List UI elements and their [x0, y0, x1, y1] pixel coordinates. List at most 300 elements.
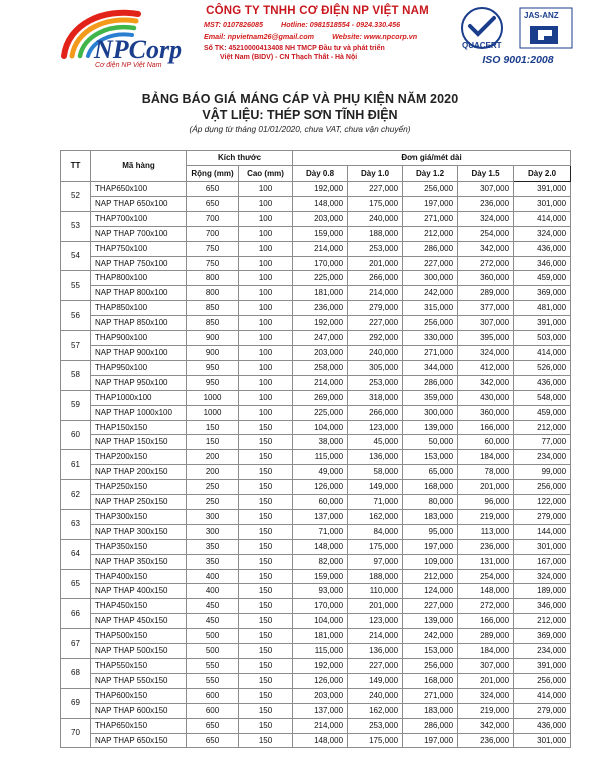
- cell-rong: 150: [187, 435, 239, 450]
- cell-price-1-2: 315,000: [403, 301, 458, 316]
- table-row: [61, 211, 571, 226]
- cell-price-0-8: 38,000: [293, 435, 348, 450]
- cell-price-2-0: 436,000: [514, 375, 571, 390]
- cell-price-2-0: 436,000: [514, 718, 571, 733]
- cell-price-1-5: 219,000: [458, 509, 514, 524]
- email-label: Email:: [204, 32, 226, 41]
- cell-price-2-0: 436,000: [514, 241, 571, 256]
- header-ma-hang: Mã hàng: [91, 151, 187, 182]
- cell-price-0-8: 192,000: [293, 316, 348, 331]
- price-table-header: [61, 151, 571, 182]
- cell-rong: 400: [187, 569, 239, 584]
- cell-price-1-2: 65,000: [403, 465, 458, 480]
- hotline-value: 0981518554 - 0924.330.456: [309, 20, 401, 29]
- cell-price-0-8: 225,000: [293, 271, 348, 286]
- cell-price-2-0: 391,000: [514, 659, 571, 674]
- cell-tt: 65: [61, 569, 91, 599]
- table-row: [61, 465, 571, 480]
- cell-cao: 100: [239, 226, 293, 241]
- cell-tt: 61: [61, 450, 91, 480]
- cell-price-2-0: 459,000: [514, 271, 571, 286]
- cell-cao: 150: [239, 703, 293, 718]
- cell-cao: 100: [239, 271, 293, 286]
- cell-price-2-0: 369,000: [514, 629, 571, 644]
- cell-tt: 58: [61, 360, 91, 390]
- cell-price-0-8: 137,000: [293, 703, 348, 718]
- cell-ma-hang: NAP THAP 550x150: [91, 673, 187, 688]
- cell-price-1-0: 201,000: [348, 599, 403, 614]
- cell-price-0-8: 126,000: [293, 673, 348, 688]
- table-row: [61, 673, 571, 688]
- cell-ma-hang: NAP THAP 350x150: [91, 554, 187, 569]
- cell-tt: 60: [61, 420, 91, 450]
- table-row: [61, 509, 571, 524]
- cell-rong: 300: [187, 509, 239, 524]
- table-row: [61, 182, 571, 197]
- cell-ma-hang: THAP1000x100: [91, 390, 187, 405]
- cell-price-1-0: 214,000: [348, 286, 403, 301]
- cell-price-0-8: 203,000: [293, 688, 348, 703]
- cell-ma-hang: THAP600x150: [91, 688, 187, 703]
- cell-price-1-5: 96,000: [458, 495, 514, 510]
- cell-ma-hang: THAP750x100: [91, 241, 187, 256]
- cell-price-1-0: 266,000: [348, 405, 403, 420]
- bank-account: [200, 44, 435, 62]
- cell-price-1-2: 80,000: [403, 495, 458, 510]
- cell-cao: 150: [239, 539, 293, 554]
- table-row: [61, 331, 571, 346]
- header-tt: TT: [61, 151, 91, 182]
- header-don-gia: Đơn giá/mét dài: [293, 151, 571, 166]
- cell-price-2-0: 414,000: [514, 345, 571, 360]
- cell-price-1-5: 272,000: [458, 599, 514, 614]
- cell-rong: 700: [187, 226, 239, 241]
- table-row: [61, 345, 571, 360]
- cell-price-1-0: 123,000: [348, 420, 403, 435]
- cell-price-1-5: 360,000: [458, 405, 514, 420]
- cell-cao: 100: [239, 256, 293, 271]
- cell-price-1-2: 242,000: [403, 286, 458, 301]
- table-row: [61, 703, 571, 718]
- cell-price-1-5: 342,000: [458, 375, 514, 390]
- cell-price-2-0: 548,000: [514, 390, 571, 405]
- cell-price-2-0: 301,000: [514, 539, 571, 554]
- cell-tt: 64: [61, 539, 91, 569]
- cell-rong: 200: [187, 465, 239, 480]
- cell-price-1-2: 271,000: [403, 688, 458, 703]
- cell-price-1-2: 256,000: [403, 659, 458, 674]
- cell-price-2-0: 503,000: [514, 331, 571, 346]
- cell-price-1-5: 324,000: [458, 688, 514, 703]
- cell-price-1-0: 305,000: [348, 360, 403, 375]
- cell-rong: 650: [187, 182, 239, 197]
- cell-rong: 600: [187, 688, 239, 703]
- cell-price-2-0: 279,000: [514, 703, 571, 718]
- quacert-text: QUACERT: [462, 41, 502, 50]
- cell-price-2-0: 212,000: [514, 420, 571, 435]
- cell-rong: 200: [187, 450, 239, 465]
- logo-wordmark: NPCorp: [94, 35, 183, 64]
- cell-price-1-2: 197,000: [403, 539, 458, 554]
- cell-price-1-0: 227,000: [348, 182, 403, 197]
- cell-tt: 67: [61, 629, 91, 659]
- cell-rong: 650: [187, 718, 239, 733]
- cell-price-1-5: 307,000: [458, 659, 514, 674]
- cell-price-1-2: 227,000: [403, 256, 458, 271]
- cell-rong: 400: [187, 584, 239, 599]
- cell-price-0-8: 214,000: [293, 241, 348, 256]
- header-day-2-0: Dày 2.0: [514, 166, 571, 182]
- cell-tt: 54: [61, 241, 91, 271]
- mst-label: MST:: [204, 20, 222, 29]
- cell-price-1-5: 289,000: [458, 286, 514, 301]
- table-row: [61, 569, 571, 584]
- cell-price-1-0: 71,000: [348, 495, 403, 510]
- cell-cao: 150: [239, 420, 293, 435]
- cell-price-1-0: 136,000: [348, 450, 403, 465]
- document-material: VẬT LIỆU: THÉP SƠN TĨNH ĐIỆN: [202, 108, 398, 122]
- cell-rong: 950: [187, 375, 239, 390]
- cell-ma-hang: THAP400x150: [91, 569, 187, 584]
- cell-price-2-0: 459,000: [514, 405, 571, 420]
- cell-rong: 800: [187, 286, 239, 301]
- cell-price-1-2: 256,000: [403, 316, 458, 331]
- cell-cao: 150: [239, 673, 293, 688]
- cell-price-1-0: 292,000: [348, 331, 403, 346]
- cell-price-2-0: 212,000: [514, 614, 571, 629]
- cell-price-1-2: 124,000: [403, 584, 458, 599]
- cell-rong: 900: [187, 345, 239, 360]
- cell-price-2-0: 99,000: [514, 465, 571, 480]
- cell-price-1-0: 240,000: [348, 688, 403, 703]
- cell-price-1-5: 430,000: [458, 390, 514, 405]
- cell-rong: 650: [187, 733, 239, 748]
- cell-price-1-2: 227,000: [403, 599, 458, 614]
- cell-tt: 56: [61, 301, 91, 331]
- cell-cao: 150: [239, 435, 293, 450]
- document-note: (Áp dụng từ tháng 01/01/2020, chưa VAT, chưa vận chuyển): [189, 124, 411, 134]
- table-row: [61, 584, 571, 599]
- bank-account-line-2: Việt Nam (BIDV) - CN Thạch Thất - Hà Nội: [220, 54, 358, 61]
- cell-price-1-0: 136,000: [348, 644, 403, 659]
- cell-ma-hang: NAP THAP 150x150: [91, 435, 187, 450]
- cell-rong: 850: [187, 316, 239, 331]
- cell-tt: 52: [61, 182, 91, 212]
- header-rong: Rộng (mm): [187, 166, 239, 182]
- cell-price-1-0: 253,000: [348, 718, 403, 733]
- cell-price-1-0: 266,000: [348, 271, 403, 286]
- cell-price-1-0: 175,000: [348, 196, 403, 211]
- table-row: [61, 718, 571, 733]
- cell-price-0-8: 192,000: [293, 182, 348, 197]
- cell-price-2-0: 167,000: [514, 554, 571, 569]
- cell-ma-hang: THAP450x150: [91, 599, 187, 614]
- cell-price-1-0: 240,000: [348, 345, 403, 360]
- cell-price-0-8: 225,000: [293, 405, 348, 420]
- cell-price-1-0: 175,000: [348, 539, 403, 554]
- logo-tagline: Cơ điện NP Việt Nam: [95, 62, 162, 69]
- cell-price-0-8: 71,000: [293, 524, 348, 539]
- cell-price-1-0: 227,000: [348, 659, 403, 674]
- cell-price-1-5: 184,000: [458, 450, 514, 465]
- cell-rong: 450: [187, 599, 239, 614]
- cell-rong: 900: [187, 331, 239, 346]
- cell-price-0-8: 170,000: [293, 599, 348, 614]
- cell-cao: 150: [239, 733, 293, 748]
- cell-price-1-0: 162,000: [348, 703, 403, 718]
- cell-ma-hang: NAP THAP 1000x100: [91, 405, 187, 420]
- cell-price-1-2: 183,000: [403, 509, 458, 524]
- table-row: [61, 539, 571, 554]
- table-row: [61, 360, 571, 375]
- table-row: [61, 375, 571, 390]
- cell-tt: 69: [61, 688, 91, 718]
- cell-price-1-5: 219,000: [458, 703, 514, 718]
- cell-price-0-8: 49,000: [293, 465, 348, 480]
- cell-price-2-0: 234,000: [514, 644, 571, 659]
- cell-price-2-0: 301,000: [514, 733, 571, 748]
- cell-price-1-2: 286,000: [403, 375, 458, 390]
- iso-9001-label: ISO 9001:2008: [482, 54, 554, 66]
- cell-price-1-5: 236,000: [458, 733, 514, 748]
- cell-price-0-8: 148,000: [293, 733, 348, 748]
- table-row: [61, 301, 571, 316]
- cell-price-1-5: 236,000: [458, 196, 514, 211]
- cell-cao: 100: [239, 196, 293, 211]
- price-table: [60, 150, 571, 748]
- cell-price-2-0: 346,000: [514, 256, 571, 271]
- cell-ma-hang: THAP900x100: [91, 331, 187, 346]
- cell-price-2-0: 189,000: [514, 584, 571, 599]
- cell-cao: 100: [239, 286, 293, 301]
- cell-price-1-0: 162,000: [348, 509, 403, 524]
- cell-price-0-8: 115,000: [293, 644, 348, 659]
- cell-rong: 750: [187, 241, 239, 256]
- cell-price-0-8: 82,000: [293, 554, 348, 569]
- cell-price-1-5: 342,000: [458, 241, 514, 256]
- cell-price-0-8: 236,000: [293, 301, 348, 316]
- cell-cao: 100: [239, 375, 293, 390]
- cell-price-0-8: 181,000: [293, 286, 348, 301]
- cell-price-1-5: 166,000: [458, 420, 514, 435]
- table-row: [61, 450, 571, 465]
- cell-rong: 800: [187, 271, 239, 286]
- cell-price-2-0: 391,000: [514, 316, 571, 331]
- cell-price-1-2: 168,000: [403, 673, 458, 688]
- cell-ma-hang: THAP950x100: [91, 360, 187, 375]
- table-row: [61, 271, 571, 286]
- cell-price-0-8: 148,000: [293, 196, 348, 211]
- cell-price-0-8: 247,000: [293, 331, 348, 346]
- cell-cao: 100: [239, 390, 293, 405]
- cell-price-1-0: 253,000: [348, 375, 403, 390]
- cell-price-0-8: 170,000: [293, 256, 348, 271]
- cell-price-2-0: 414,000: [514, 688, 571, 703]
- cell-rong: 550: [187, 659, 239, 674]
- website-value[interactable]: www.npcorp.vn: [363, 32, 418, 41]
- cell-price-1-0: 318,000: [348, 390, 403, 405]
- cell-price-1-0: 149,000: [348, 673, 403, 688]
- cell-ma-hang: NAP THAP 750x100: [91, 256, 187, 271]
- cell-price-1-2: 139,000: [403, 614, 458, 629]
- cell-rong: 500: [187, 644, 239, 659]
- cell-price-1-2: 109,000: [403, 554, 458, 569]
- cell-price-0-8: 214,000: [293, 375, 348, 390]
- company-name: CÔNG TY TNHH CƠ ĐIỆN NP VIỆT NAM: [206, 5, 429, 17]
- cell-ma-hang: NAP THAP 500x150: [91, 644, 187, 659]
- cell-ma-hang: THAP250x150: [91, 480, 187, 495]
- npcorp-logo: [58, 4, 208, 70]
- cell-cao: 100: [239, 241, 293, 256]
- cell-price-1-5: 184,000: [458, 644, 514, 659]
- cell-price-1-5: 324,000: [458, 345, 514, 360]
- bank-account-line-1: Số TK: 45210000413408 NH TMCP Đầu tư và phát triển: [204, 45, 385, 52]
- cell-price-1-0: 188,000: [348, 569, 403, 584]
- cell-price-0-8: 137,000: [293, 509, 348, 524]
- cell-ma-hang: THAP300x150: [91, 509, 187, 524]
- cell-price-1-2: 153,000: [403, 644, 458, 659]
- table-row: [61, 629, 571, 644]
- table-row: [61, 390, 571, 405]
- cell-ma-hang: NAP THAP 250x150: [91, 495, 187, 510]
- cell-tt: 53: [61, 211, 91, 241]
- document-title: BẢNG BÁO GIÁ MÁNG CÁP VÀ PHỤ KIỆN NĂM 2020: [141, 92, 459, 106]
- cell-price-1-5: 236,000: [458, 539, 514, 554]
- table-row: [61, 644, 571, 659]
- cell-cao: 150: [239, 614, 293, 629]
- table-row: [61, 256, 571, 271]
- header-cao: Cao (mm): [239, 166, 293, 182]
- cell-price-1-0: 188,000: [348, 226, 403, 241]
- cell-cao: 150: [239, 495, 293, 510]
- cell-price-1-5: 201,000: [458, 673, 514, 688]
- cell-cao: 100: [239, 345, 293, 360]
- cell-price-2-0: 346,000: [514, 599, 571, 614]
- cell-price-0-8: 115,000: [293, 450, 348, 465]
- cell-price-1-2: 300,000: [403, 405, 458, 420]
- cell-rong: 1000: [187, 390, 239, 405]
- cell-ma-hang: NAP THAP 900x100: [91, 345, 187, 360]
- cell-price-1-0: 227,000: [348, 316, 403, 331]
- table-row: [61, 316, 571, 331]
- cell-rong: 600: [187, 703, 239, 718]
- table-row: [61, 286, 571, 301]
- cell-price-2-0: 369,000: [514, 286, 571, 301]
- cell-price-1-2: 153,000: [403, 450, 458, 465]
- cell-price-2-0: 144,000: [514, 524, 571, 539]
- cell-rong: 350: [187, 539, 239, 554]
- cell-rong: 550: [187, 673, 239, 688]
- contact-line-2: [200, 32, 435, 41]
- cell-price-1-2: 242,000: [403, 629, 458, 644]
- cell-price-2-0: 279,000: [514, 509, 571, 524]
- cell-price-1-0: 110,000: [348, 584, 403, 599]
- cell-ma-hang: NAP THAP 650x150: [91, 733, 187, 748]
- table-row: [61, 733, 571, 748]
- cell-price-1-5: 324,000: [458, 211, 514, 226]
- cell-cao: 150: [239, 629, 293, 644]
- cell-price-1-5: 342,000: [458, 718, 514, 733]
- cell-cao: 100: [239, 360, 293, 375]
- cell-price-2-0: 256,000: [514, 480, 571, 495]
- cell-rong: 500: [187, 629, 239, 644]
- cell-tt: 57: [61, 331, 91, 361]
- email-value[interactable]: npvietnam26@gmail.com: [227, 32, 315, 41]
- cell-price-1-2: 50,000: [403, 435, 458, 450]
- cell-price-0-8: 269,000: [293, 390, 348, 405]
- table-row: [61, 480, 571, 495]
- cell-ma-hang: NAP THAP 450x150: [91, 614, 187, 629]
- cell-cao: 150: [239, 718, 293, 733]
- cell-price-0-8: 203,000: [293, 211, 348, 226]
- cell-cao: 100: [239, 211, 293, 226]
- header-day-0-8: Dày 0.8: [293, 166, 348, 182]
- table-row: [61, 524, 571, 539]
- cell-ma-hang: NAP THAP 650x100: [91, 196, 187, 211]
- cell-price-1-2: 139,000: [403, 420, 458, 435]
- cell-price-0-8: 104,000: [293, 614, 348, 629]
- cell-price-0-8: 159,000: [293, 569, 348, 584]
- cell-ma-hang: NAP THAP 400x150: [91, 584, 187, 599]
- table-row: [61, 599, 571, 614]
- cell-price-1-0: 201,000: [348, 256, 403, 271]
- cell-price-1-5: 307,000: [458, 182, 514, 197]
- cell-price-1-5: 289,000: [458, 629, 514, 644]
- cell-price-1-0: 58,000: [348, 465, 403, 480]
- table-row: [61, 495, 571, 510]
- cell-ma-hang: NAP THAP 300x150: [91, 524, 187, 539]
- cell-rong: 300: [187, 524, 239, 539]
- cell-price-2-0: 77,000: [514, 435, 571, 450]
- cell-price-1-0: 84,000: [348, 524, 403, 539]
- cell-rong: 450: [187, 614, 239, 629]
- cell-price-1-2: 271,000: [403, 211, 458, 226]
- cell-tt: 62: [61, 480, 91, 510]
- cell-price-0-8: 192,000: [293, 659, 348, 674]
- cell-rong: 150: [187, 420, 239, 435]
- cell-price-1-2: 330,000: [403, 331, 458, 346]
- header-day-1-0: Dày 1.0: [348, 166, 403, 182]
- cell-cao: 150: [239, 644, 293, 659]
- cell-price-2-0: 256,000: [514, 673, 571, 688]
- cell-ma-hang: NAP THAP 200x150: [91, 465, 187, 480]
- cell-price-1-2: 344,000: [403, 360, 458, 375]
- cell-price-1-2: 271,000: [403, 345, 458, 360]
- cell-price-0-8: 126,000: [293, 480, 348, 495]
- cell-cao: 150: [239, 480, 293, 495]
- cell-price-1-0: 279,000: [348, 301, 403, 316]
- cell-price-1-2: 286,000: [403, 241, 458, 256]
- cell-price-2-0: 324,000: [514, 226, 571, 241]
- cell-price-1-2: 300,000: [403, 271, 458, 286]
- cell-tt: 66: [61, 599, 91, 629]
- cell-price-1-2: 212,000: [403, 226, 458, 241]
- cell-price-1-0: 214,000: [348, 629, 403, 644]
- jas-anz-text: JAS-ANZ: [524, 11, 559, 20]
- cell-rong: 750: [187, 256, 239, 271]
- cell-price-2-0: 526,000: [514, 360, 571, 375]
- cell-rong: 350: [187, 554, 239, 569]
- cell-cao: 150: [239, 599, 293, 614]
- cell-price-1-2: 183,000: [403, 703, 458, 718]
- header-day-1-5: Dày 1.5: [458, 166, 514, 182]
- header-kich-thuoc: Kích thước: [187, 151, 293, 166]
- cell-price-0-8: 148,000: [293, 539, 348, 554]
- cell-rong: 700: [187, 211, 239, 226]
- table-row: [61, 614, 571, 629]
- cell-price-1-5: 254,000: [458, 226, 514, 241]
- cell-price-2-0: 481,000: [514, 301, 571, 316]
